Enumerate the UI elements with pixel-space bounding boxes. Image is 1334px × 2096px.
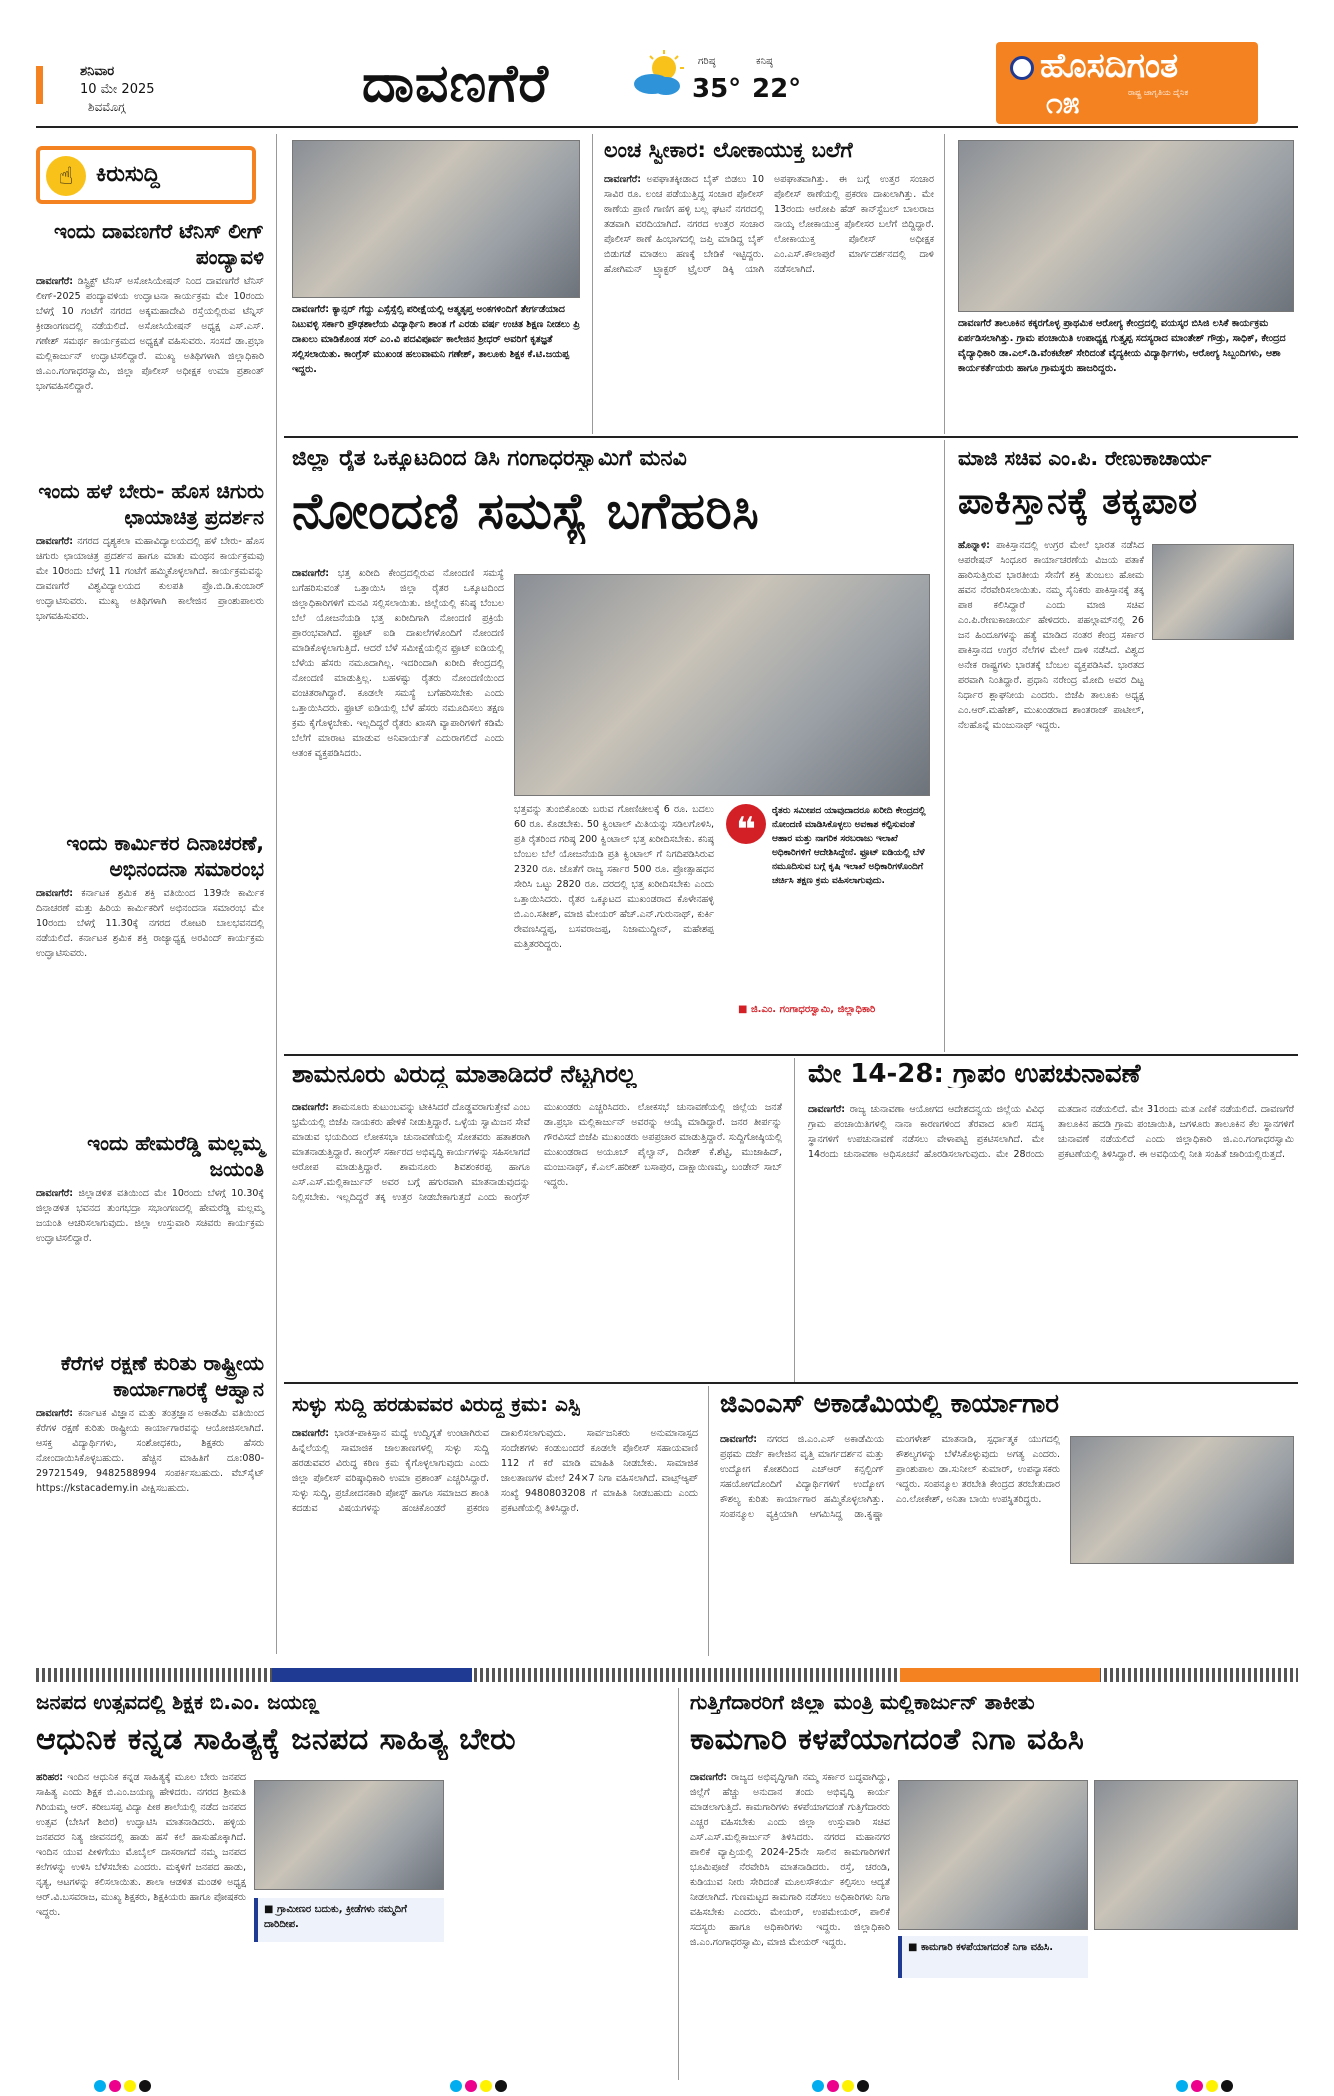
kiru-item-1-head: ಇಂದು ದಾವಣಗೆರೆ ಟೆನಿಸ್ ಲೀಗ್ ಪಂದ್ಯಾವಳಿ xyxy=(54,219,264,269)
page-number: ೧೫ xyxy=(1046,86,1080,121)
masthead-rule xyxy=(36,126,1298,128)
registration-marks-2 xyxy=(450,2080,507,2092)
max-temp-value: 35° xyxy=(692,74,742,104)
pakistan-photo xyxy=(1152,544,1294,640)
band-blue xyxy=(272,1668,472,1682)
academy-story-1 xyxy=(720,1432,1060,1654)
lokayukta-head: ಲಂಚ ಸ್ವೀಕಾರ: ಲೋಕಾಯುಕ್ತ ಬಲೆಗೆ xyxy=(604,138,853,162)
academy-head: ಜಿಎಂಎಸ್ ಅಕಾಡೆಮಿಯಲ್ಲಿ ಕಾರ್ಯಾಗಾರ xyxy=(720,1390,1060,1418)
kiru-item-2 xyxy=(36,478,264,624)
top-photo-3 xyxy=(958,140,1294,312)
orange-edge-bar xyxy=(36,66,43,104)
kirusuddi-column xyxy=(36,140,268,1660)
mid-divider-2 xyxy=(708,1386,709,1656)
grampanchayat-story xyxy=(808,1102,1294,1376)
shamanur-place: ದಾವಣಗೆರೆ: xyxy=(292,1102,330,1113)
pakistan-body: ಪಾಕಿಸ್ತಾನದಲ್ಲಿ ಉಗ್ರರ ಮೇಲೆ ಭಾರತ ನಡೆಸಿದ ಆಪರೇಷನ್ ಸಿಂಧೂರ ಕಾರ್ಯಾಚರಣೆಯ ವಿಜಯ ಪತಾಕೆ ಹಾರಿಸುತ್ತಿರುವ ಭಾರತೀಯ ಸೇನೆಗೆ ಶಕ್ತಿ ತುಂಬಲು ಹೋಮ ಹವನ ನೆರವೇರಿಸಲಾಯಿತು. ನಮ್ಮ ಸೈನಿಕರು ಪಾಕಿಸ್ತಾನಕ್ಕೆ ತಕ್ಕ ಪಾಠ ಕಲಿಸಿದ್ದಾರೆ ಎಂದು ಮಾಜಿ ಸಚಿವ ಎಂ.ಪಿ.ರೇಣುಕಾಚಾರ್ಯ ಹೇಳಿದರು. ಪಹಲ್ಗಾಮ್‌ನಲ್ಲಿ 26 ಜನ ಹಿಂದೂಗಳನ್ನು ಹತ್ಯೆ ಮಾಡಿದ ನಂತರ ಕೇಂದ್ರ ಸರ್ಕಾರ ಪಾಕಿಸ್ತಾನದ ಉಗ್ರರ ನೆಲೆಗಳ ಮೇಲೆ ದಾಳಿ ನಡೆಸಿದೆ. ವಿಶ್ವದ ಅನೇಕ ರಾಷ್ಟ್ರಗಳು ಭಾರತಕ್ಕೆ ಬೆಂಬಲ ವ್ಯಕ್ತಪಡಿಸಿವೆ. ಭಾರತದ ಪರವಾಗಿ ನಿಂತಿದ್ದಾರೆ. ಪ್ರಧಾನಿ ನರೇಂದ್ರ ಮೋದಿ ಅವರ ದಿಟ್ಟ ನಿರ್ಧಾರ ಶ್ಲಾಘನೀಯ ಎಂದರು. ಬಿಜೆಪಿ ತಾಲೂಕು ಅಧ್ಯಕ್ಷ ಎಂ.ಆರ್.ಮಹೇಶ್, ಮುಖಂಡರಾದ ಶಾಂತರಾಜ್ ಪಾಟೀಲ್, ನೆಲಹೊನ್ನೆ ಮಂಜುನಾಥ್ ಇದ್ದರು. xyxy=(958,540,1144,731)
kiru-item-5-head: ಕೆರೆಗಳ ರಕ್ಷಣೆ ಕುರಿತು ರಾಷ್ಟ್ರೀಯ ಕಾರ್ಯಾಗಾರಕ್ಕೆ ಆಹ್ವಾನ xyxy=(60,1351,264,1401)
lokayukta-story xyxy=(604,172,934,428)
min-temp-label: ಕನಿಷ್ಠ xyxy=(756,56,773,67)
lead-headline: ನೋಂದಣಿ ಸಮಸ್ಯೆ ಬಗೆಹರಿಸಿ xyxy=(292,482,760,540)
grampanchayat-body: ರಾಜ್ಯ ಚುನಾವಣಾ ಆಯೋಗದ ಆದೇಶದನ್ವಯ ಜಿಲ್ಲೆಯ ವಿವಿಧ ಗ್ರಾಮ ಪಂಚಾಯಿತಿಗಳಲ್ಲಿ ನಾನಾ ಕಾರಣಗಳಿಂದ ತೆರವಾದ ಖಾಲಿ ಸದಸ್ಯ ಸ್ಥಾನಗಳಿಗೆ ಉಪಚುನಾವಣೆ ನಡೆಸಲು ವೇಳಾಪಟ್ಟಿ ಪ್ರಕಟಿಸಲಾಗಿದೆ. ಮೇ 14ರಂದು ಚುನಾವಣಾ ಅಧಿಸೂಚನೆ ಹೊರಡಿಸಲಾಗುವುದು. ಮೇ 28ರಂದು ಮತದಾನ ನಡೆಯಲಿದೆ. ಮೇ 31ರಂದು ಮತ ಎಣಿಕೆ ನಡೆಯಲಿದೆ. ದಾವಣಗೆರೆ ತಾಲೂಕಿನ ಹದಡಿ ಗ್ರಾಮ ಪಂಚಾಯಿತಿ, ಜಗಳೂರು ತಾಲೂಕಿನ ಕೆಲ ಸ್ಥಾನಗಳಿಗೆ ಚುನಾವಣೆ ನಡೆಯಲಿದೆ ಎಂದು ಜಿಲ್ಲಾಧಿಕಾರಿ ಜಿ.ಎಂ.ಗಂಗಾಧರಸ್ವಾಮಿ ಪ್ರಕಟಣೆಯಲ್ಲಿ ತಿಳಿಸಿದ್ದಾರೆ. ಈ ಅವಧಿಯಲ್ಲಿ ನೀತಿ ಸಂಹಿತೆ ಜಾರಿಯಲ್ಲಿರುತ್ತದೆ. xyxy=(808,1104,1294,1160)
lead-quote-text: ರೈತರು ಸಮೀಪದ ಯಾವುದಾದರೂ ಖರೀದಿ ಕೇಂದ್ರದಲ್ಲಿ ನೋಂದಣಿ ಮಾಡಿಸಿಕೊಳ್ಳಲು ಅವಕಾಶ ಕಲ್ಪಿಸುವಂತೆ ಆಹಾರ ಮತ್ತು ನಾಗರಿಕ ಸರಬರಾಜು ಇಲಾಖೆ ಅಧಿಕಾರಿಗಳಿಗೆ ಆದೇಶಿಸಿದ್ದೇನೆ. ಫ್ರೂಟ್ ಐಡಿಯಲ್ಲಿ ಬೆಳೆ ನಮೂದಿಸುವ ಬಗ್ಗೆ ಕೃಷಿ ಇಲಾಖೆ ಅಧಿಕಾರಿಗಳೊಂದಿಗೆ ಚರ್ಚಿಸಿ ತಕ್ಷಣ ಕ್ರಮ ವಹಿಸಲಾಗುವುದು. xyxy=(772,806,926,886)
section-band xyxy=(36,1668,1298,1682)
grampanchayat-place: ದಾವಣಗೆರೆ: xyxy=(808,1104,846,1115)
min-temp-value: 22° xyxy=(752,74,802,104)
top-photo-1 xyxy=(292,140,580,298)
academy-place: ದಾವಣಗೆರೆ: xyxy=(720,1434,758,1445)
paper-name: ಹೊಸದಿಗಂತ xyxy=(1040,46,1179,86)
janapada-headline: ಆಧುನಿಕ ಕನ್ನಡ ಸಾಹಿತ್ಯಕ್ಕೆ ಜನಪದ ಸಾಹಿತ್ಯ ಬೇರು xyxy=(36,1722,517,1757)
kamagari-photo-2 xyxy=(1094,1780,1298,1930)
sullu-story xyxy=(292,1426,698,1650)
band-orange xyxy=(900,1668,1100,1682)
top-photo-3-caption: ದಾವಣಗೆರೆ ತಾಲೂಕಿನ ಕಕ್ಕರಗೊಳ್ಳ ಪ್ರಾಥಮಿಕ ಆರೋಗ್ಯ ಕೇಂದ್ರದಲ್ಲಿ ವಯಸ್ಕರ ಬಿಸಿಜಿ ಲಸಿಕೆ ಕಾರ್ಯಕ್ರಮ ಏರ್ಪಡಿಸಲಾಗಿತ್ತು. ಗ್ರಾಮ ಪಂಚಾಯಿತಿ ಉಪಾಧ್ಯಕ್ಷ ಗುತ್ತ್ಯಪ್ಪ ಸದಸ್ಯರಾದ ಮಾಂತೇಶ್ ಗೌಡ್ರು, ಸಾಧಿಕ್, ಕೇಂದ್ರದ ವೈದ್ಯಾಧಿಕಾರಿ ಡಾ.ಎಲ್.ಡಿ.ವೆಂಕಟೇಶ್ ಸೇರಿದಂತೆ ವೈದ್ಯಕೀಯ ವಿದ್ಯಾರ್ಥಿಗಳು, ಆರೋಗ್ಯ ಸಿಬ್ಬಂದಿಗಳು, ಆಶಾ ಕಾರ್ಯಕರ್ತೆಯರು ಹಾಗೂ ಗ್ರಾಮಸ್ಥರು ಹಾಜರಿದ್ದರು. xyxy=(958,318,1286,374)
lokayukta-body: ಅಪಘಾತಕ್ಕೀಡಾದ ಬೈಕ್ ಬಿಡಲು 10 ಸಾವಿರ ರೂ. ಲಂಚ ಪಡೆಯುತ್ತಿದ್ದ ಸಂಚಾರ ಪೊಲೀಸ್ ಠಾಣೆಯ ಪ್ರಾಣಿ ಗಾಣಿಗ ಹಳ್ಳಿ ಬಲ್ಲ ಘಟನೆ ನಗರದಲ್ಲಿ ತಡವಾಗಿ ವರದಿಯಾಗಿದೆ. ನಗರದ ಉತ್ತರ ಸಂಚಾರ ಪೊಲೀಸ್ ಠಾಣೆ ಹಿಂಭಾಗದಲ್ಲಿ ಜಪ್ತಿ ಮಾಡಿದ್ದ ಬೈಕ್ ಬಿಡುಗಡೆ ಮಾಡಲು ಹಣಕ್ಕೆ ಬೇಡಿಕೆ ಇಟ್ಟಿದ್ದರು. ಹೋಗಿಮನ್ ಟ್ರ್ಯಾಕ್ಟರ್ ಟ್ರೈಲರ್ ಡಿಕ್ಕಿ ಯಾಗಿ ಅಪಘಾತವಾಗಿತ್ತು. ಈ ಬಗ್ಗೆ ಉತ್ತರ ಸಂಚಾರ ಪೊಲೀಸ್ ಠಾಣೆಯಲ್ಲಿ ಪ್ರಕರಣ ದಾಖಲಾಗಿತ್ತು. ಮೇ 13ರಂದು ಆರೋಪಿ ಹೆಡ್ ಕಾನ್‌ಸ್ಟೆಬಲ್ ಬಾಲರಾಜ ನಾಯ್ಕ ಲೋಕಾಯುಕ್ತ ಪೊಲೀಸರ ಬಲೆಗೆ ಬಿದ್ದಿದ್ದಾರೆ. ಲೋಕಾಯುಕ್ತ ಪೊಲೀಸ್ ಅಧೀಕ್ಷಕ ಎಂ.ಎಸ್.ಕೌಲಾಪುರೆ ಮಾರ್ಗದರ್ಶನದಲ್ಲಿ ದಾಳಿ ನಡೆಸಲಾಗಿದೆ. xyxy=(604,174,934,275)
quote-mark-icon: ❝ xyxy=(726,804,766,844)
lokayukta-place: ದಾವಣಗೆರೆ: xyxy=(604,174,642,185)
kiru-item-3 xyxy=(36,830,264,961)
sullu-body: ಭಾರತ-ಪಾಕಿಸ್ತಾನ ಮಧ್ಯೆ ಉದ್ವಿಗ್ನತೆ ಉಂಟಾಗಿರುವ ಹಿನ್ನೆಲೆಯಲ್ಲಿ ಸಾಮಾಜಿಕ ಜಾಲತಾಣಗಳಲ್ಲಿ ಸುಳ್ಳು ಸುದ್ದಿ ಹರಡುವವರ ವಿರುದ್ಧ ಕಠಿಣ ಕ್ರಮ ಕೈಗೊಳ್ಳಲಾಗುವುದು ಎಂದು ಜಿಲ್ಲಾ ಪೊಲೀಸ್ ವರಿಷ್ಠಾಧಿಕಾರಿ ಉಮಾ ಪ್ರಶಾಂತ್ ಎಚ್ಚರಿಸಿದ್ದಾರೆ. ಸುಳ್ಳು ಸುದ್ದಿ, ಪ್ರಚೋದನಕಾರಿ ಪೋಸ್ಟ್ ಹಾಗೂ ಸಮಾಜದ ಶಾಂತಿ ಕದಡುವ ವಿಷಯಗಳನ್ನು ಹಂಚಿಕೊಂಡರೆ ಪ್ರಕರಣ ದಾಖಲಿಸಲಾಗುವುದು. ಸಾರ್ವಜನಿಕರು ಅನುಮಾನಾಸ್ಪದ ಸಂದೇಶಗಳು ಕಂಡುಬಂದರೆ ಕೂಡಲೇ ಪೊಲೀಸ್ ಸಹಾಯವಾಣಿ 112 ಗೆ ಕರೆ ಮಾಡಿ ಮಾಹಿತಿ ನೀಡಬೇಕು. ಸಾಮಾಜಿಕ ಜಾಲತಾಣಗಳ ಮೇಲೆ 24×7 ನಿಗಾ ವಹಿಸಲಾಗಿದೆ. ವಾಟ್ಸ್‌ಆ್ಯಪ್ ಸಂಖ್ಯೆ 9480803208 ಗೆ ಮಾಹಿತಿ ನೀಡಬಹುದು ಎಂದು ಪ್ರಕಟಣೆಯಲ್ಲಿ ತಿಳಿಸಿದ್ದಾರೆ. xyxy=(292,1428,698,1514)
shamanur-body: ಶಾಮನೂರು ಕುಟುಂಬವನ್ನು ಟೀಕಿಸಿದರೆ ದೊಡ್ಡವರಾಗುತ್ತೇವೆ ಎಂಬ ಭ್ರಮೆಯಲ್ಲಿ ಬಿಜೆಪಿ ನಾಯಕರು ಹೇಳಿಕೆ ನೀಡುತ್ತಿದ್ದಾರೆ. ಒಳ್ಳೆಯ ಸ್ವಾಮಿಜನ ಸೇವೆ ಮಾಡುವ ಭಯದಿಂದ ಲೋಕಸಭಾ ಚುನಾವಣೆಯಲ್ಲಿ ಸೋತವರು ಹತಾಶರಾಗಿ ಮಾತನಾಡುತ್ತಿದ್ದಾರೆ. ಕಾಂಗ್ರೆಸ್ ಸರ್ಕಾರದ ಅಭಿವೃದ್ಧಿ ಕಾರ್ಯಗಳನ್ನು ಸಹಿಸಲಾಗದೆ ಆರೋಪ ಮಾಡುತ್ತಿದ್ದಾರೆ. ಶಾಮನೂರು ಶಿವಶಂಕರಪ್ಪ ಹಾಗೂ ಎಸ್.ಎಸ್.ಮಲ್ಲಿಕಾರ್ಜುನ್ ಅವರ ಬಗ್ಗೆ ಹಗುರವಾಗಿ ಮಾತನಾಡುವುದನ್ನು ನಿಲ್ಲಿಸಬೇಕು. ಇಲ್ಲದಿದ್ದರೆ ತಕ್ಕ ಉತ್ತರ ನೀಡಬೇಕಾಗುತ್ತದೆ ಎಂದು ಕಾಂಗ್ರೆಸ್ ಮುಖಂಡರು ಎಚ್ಚರಿಸಿದರು. ಲೋಕಸಭೆ ಚುನಾವಣೆಯಲ್ಲಿ ಜಿಲ್ಲೆಯ ಜನತೆ ಡಾ.ಪ್ರಭಾ ಮಲ್ಲಿಕಾರ್ಜುನ್ ಅವರನ್ನು ಆಯ್ಕೆ ಮಾಡಿದ್ದಾರೆ. ಜನರ ತೀರ್ಪನ್ನು ಗೌರವಿಸದೆ ಬಿಜೆಪಿ ಮುಖಂಡರು ಅಪಪ್ರಚಾರ ಮಾಡುತ್ತಿದ್ದಾರೆ. ಸುದ್ದಿಗೋಷ್ಠಿಯಲ್ಲಿ ಮುಖಂಡರಾದ ಅಯೂಬ್ ಪೈಲ್ವಾನ್, ದಿನೇಶ್ ಕೆ.ಶೆಟ್ಟಿ, ಮುಜಾಹಿದ್, ಮಂಜುನಾಥ್, ಕೆ.ಎಲ್.ಹರೀಶ್ ಬಸಾಪುರ, ದಾಕ್ಷಾಯಿಣಮ್ಮ, ಬಂಡೇನ್ ಸಾಬ್ ಇದ್ದರು. xyxy=(292,1102,782,1203)
lead-kicker: ಜಿಲ್ಲಾ ರೈತ ಒಕ್ಕೂಟದಿಂದ ಡಿಸಿ ಗಂಗಾಧರಸ್ವಾಮಿಗೆ ಮನವಿ xyxy=(292,446,687,471)
kiru-item-1 xyxy=(36,218,264,394)
pakistan-place: ಹೊನ್ನಾಳಿ: xyxy=(958,540,990,551)
registration-marks-1 xyxy=(94,2080,151,2092)
kirusuddi-label: ಕಿರುಸುದ್ದಿ xyxy=(96,162,160,187)
kiru-item-5-body: ಕರ್ನಾಟಕ ವಿಜ್ಞಾನ ಮತ್ತು ತಂತ್ರಜ್ಞಾನ ಅಕಾಡೆಮಿ ವತಿಯಿಂದ ಕೆರೆಗಳ ರಕ್ಷಣೆ ಕುರಿತು ರಾಷ್ಟ್ರೀಯ ಕಾರ್ಯಾಗಾರವನ್ನು ಆಯೋಜಿಸಲಾಗಿದೆ. ಆಸಕ್ತ ವಿದ್ಯಾರ್ಥಿಗಳು, ಸಂಶೋಧಕರು, ಶಿಕ್ಷಕರು ಹೆಸರು ನೋಂದಾಯಿಸಿಕೊಳ್ಳಬಹುದು. ಹೆಚ್ಚಿನ ಮಾಹಿತಿಗೆ ದೂ:080-29721549, 9482588994 ಸಂಪರ್ಕಿಸಬಹುದು. ವೆಬ್‌ಸೈಟ್ https://kstacademy.in ವೀಕ್ಷಿಸಬಹುದು. xyxy=(36,1408,264,1494)
kiru-item-1-place: ದಾವಣಗೆರೆ: xyxy=(36,276,74,287)
kiru-item-3-place: ದಾವಣಗೆರೆ: xyxy=(36,888,74,899)
lead-divider xyxy=(944,440,945,1052)
lead-quote-by: ■ ಜಿ.ಎಂ. ಗಂಗಾಧರಸ್ವಾಮಿ, ಜಿಲ್ಲಾಧಿಕಾರಿ xyxy=(738,1004,876,1015)
kiru-item-2-body: ನಗರದ ದೃಶ್ಯಕಲಾ ಮಹಾವಿದ್ಯಾಲಯದಲ್ಲಿ ಹಳೆ ಬೇರು- ಹೊಸ ಚಿಗುರು ಛಾಯಾಚಿತ್ರ ಪ್ರದರ್ಶನ ಹಾಗೂ ಮಾತು ಮಂಥನ ಕಾರ್ಯಕ್ರಮವು ಮೇ 10ರಂದು ಬೆಳಗ್ಗೆ 11 ಗಂಟೆಗೆ ಹಮ್ಮಿಕೊಳ್ಳಲಾಗಿದೆ. ಕಾರ್ಯಕ್ರಮವನ್ನು ದಾವಣಗೆರೆ ವಿಶ್ವವಿದ್ಯಾಲಯದ ಕುಲಪತಿ ಪ್ರೊ.ಬಿ.ಡಿ.ಕುಂಬಾರ್ ಉದ್ಘಾಟಿಸುವರು. ಮುಖ್ಯ ಅತಿಥಿಗಳಾಗಿ ಕಾಲೇಜಿನ ಪ್ರಾಂಶುಪಾಲರು ಭಾಗವಹಿಸುವರು. xyxy=(36,536,264,622)
kiru-item-2-place: ದಾವಣಗೆರೆ: xyxy=(36,536,74,547)
kiru-item-3-head: ಇಂದು ಕಾರ್ಮಿಕರ ದಿನಾಚರಣೆ, ಅಭಿನಂದನಾ ಸಮಾರಂಭ xyxy=(66,831,264,881)
lead-row-rule xyxy=(284,1054,1298,1056)
kiru-item-2-head: ಇಂದು ಹಳೆ ಬೇರು- ಹೊಸ ಚಿಗುರು ಛಾಯಾಚಿತ್ರ ಪ್ರದರ್ಶನ xyxy=(38,479,264,529)
kamagari-photo-1 xyxy=(898,1780,1088,1930)
registration-marks-3 xyxy=(812,2080,869,2092)
academy-photo xyxy=(1070,1436,1294,1564)
paper-logo-box xyxy=(996,42,1258,124)
masthead-city: ದಾವಣಗೆರೆ xyxy=(362,54,550,114)
lead-body-2: ಭತ್ತವನ್ನು ತುಂಬಿಕೊಂಡು ಬರುವ ಗೋಣಿಚೀಲಕ್ಕೆ 6 ರೂ. ಬದಲು 60 ರೂ. ಕೊಡಬೇಕು. 50 ಕ್ವಿಂಟಾಲ್ ಮಿತಿಯನ್ನು ಸಡಿಲಗೊಳಿಸಿ, ಪ್ರತಿ ರೈತರಿಂದ ಗರಿಷ್ಠ 200 ಕ್ವಿಂಟಾಲ್ ಭತ್ತ ಖರೀದಿಸಬೇಕು. ಕನಿಷ್ಠ ಬೆಂಬಲ ಬೆಲೆ ಯೋಜನೆಯಡಿ ಪ್ರತಿ ಕ್ವಿಂಟಾಲ್ ಗೆ ನಿಗದಿಪಡಿಸಿರುವ 2320 ರೂ. ಜೊತೆಗೆ ರಾಜ್ಯ ಸರ್ಕಾರ 500 ರೂ. ಪ್ರೋತ್ಸಾಹಧನ ಸೇರಿಸಿ ಒಟ್ಟು 2820 ರೂ. ದರದಲ್ಲಿ ಭತ್ತ ಖರೀದಿಸಬೇಕು ಎಂದು ಒತ್ತಾಯಿಸಿದರು. ರೈತರ ಒಕ್ಕೂಟದ ಮುಖಂಡರಾದ ಕೊಳೇನಹಳ್ಳಿ ಬಿ.ಎಂ.ಸತೀಶ್, ಮಾಜಿ ಮೇಯರ್ ಹೆಚ್.ಎನ್.ಗುರುನಾಥ್, ಕುರ್ಕಿ ರೇವಣಸಿದ್ದಪ್ಪ, ಬಸವರಾಜಪ್ಪ, ನಿಜಾಮುದ್ದೀನ್, ಮಹೇಶಪ್ಪ ಮತ್ತಿತರರಿದ್ದರು. xyxy=(514,804,714,950)
lead-body-1: ಭತ್ತ ಖರೀದಿ ಕೇಂದ್ರದಲ್ಲಿರುವ ನೋಂದಣಿ ಸಮಸ್ಯೆ ಬಗೆಹರಿಸುವಂತೆ ಒತ್ತಾಯಿಸಿ ಜಿಲ್ಲಾ ರೈತರ ಒಕ್ಕೂಟದಿಂದ ಜಿಲ್ಲಾಧಿಕಾರಿಗಳಿಗೆ ಮನವಿ ಸಲ್ಲಿಸಲಾಯಿತು. ಜಿಲ್ಲೆಯಲ್ಲಿ ಕನಿಷ್ಠ ಬೆಂಬಲ ಬೆಲೆ ಯೋಜನೆಯಡಿ ಭತ್ತ ಖರೀದಿಗಾಗಿ ನೋಂದಣಿ ಪ್ರಕ್ರಿಯೆ ಪ್ರಾರಂಭವಾಗಿದೆ. ಫ್ರೂಟ್ ಐಡಿ ದಾಖಲೆಗಳೊಂದಿಗೆ ನೋಂದಣಿ ಮಾಡಿಕೊಳ್ಳಲಾಗುತ್ತಿದೆ. ಆದರೆ ಬೆಳೆ ಸಮೀಕ್ಷೆಯಲ್ಲಿನ ಫ್ರೂಟ್ ಐಡಿಯಲ್ಲಿ ಬೆಳೆಯ ಹೆಸರು ನಮೂದಾಗಿಲ್ಲ. ಇದರಿಂದಾಗಿ ಖರೀದಿ ಕೇಂದ್ರದಲ್ಲಿ ನೋಂದಣಿ ಮಾಡುತ್ತಿಲ್ಲ. ಬಹಳಷ್ಟು ರೈತರು ನೋಂದಣಿಯಿಂದ ವಂಚಿತರಾಗಿದ್ದಾರೆ. ಕೂಡಲೇ ಸಮಸ್ಯೆ ಬಗೆಹರಿಸಬೇಕು ಎಂದು ಒತ್ತಾಯಿಸಿದರು. ಫ್ರೂಟ್ ಐಡಿಯಲ್ಲಿ ಬೆಳೆ ಹೆಸರು ನಮೂದಿಸಲು ತಕ್ಷಣ ಕ್ರಮ ಕೈಗೊಳ್ಳಬೇಕು. ಇಲ್ಲದಿದ್ದರೆ ರೈತರು ಖಾಸಗಿ ವ್ಯಾಪಾರಿಗಳಿಗೆ ಕಡಿಮೆ ಬೆಲೆಗೆ ಮಾರಾಟ ಮಾಡುವ ಅನಿವಾರ್ಯತೆ ಎದುರಾಗಲಿದೆ ಎಂದು ಆತಂಕ ವ್ಯಕ್ತಪಡಿಸಿದರು. xyxy=(292,568,504,759)
lead-story-col1 xyxy=(292,566,504,1046)
lead-place: ದಾವಣಗೆರೆ: xyxy=(292,568,330,579)
kamagari-kicker: ಗುತ್ತಿಗೆದಾರರಿಗೆ ಜಿಲ್ಲಾ ಮಂತ್ರಿ ಮಲ್ಲಿಕಾರ್ಜುನ್ ತಾಕೀತು xyxy=(690,1690,1035,1714)
shamanur-story xyxy=(292,1100,782,1376)
janapada-photo-caption: ■ ಗ್ರಾಮೀಣರ ಬದುಕು, ಕ್ರೀಡೆಗಳು ನಮ್ಮದಿಗೆ ದಾರಿದೀಪ. xyxy=(254,1898,444,1942)
paper-tagline: ರಾಷ್ಟ್ರ ಜಾಗೃತಿಯ ದೈನಿಕ xyxy=(1128,88,1189,97)
kiru-item-5 xyxy=(36,1350,264,1496)
mid-row-rule xyxy=(284,1382,1298,1384)
kiru-item-4-body: ಜಿಲ್ಲಾಡಳಿತ ವತಿಯಿಂದ ಮೇ 10ರಂದು ಬೆಳಗ್ಗೆ 10.30ಕ್ಕೆ ಜಿಲ್ಲಾಡಳಿತ ಭವನದ ತುಂಗಭದ್ರಾ ಸಭಾಂಗಣದಲ್ಲಿ ಹೇಮರೆಡ್ಡಿ ಮಲ್ಲಮ್ಮ ಜಯಂತಿ ಆಚರಿಸಲಾಗುವುದು. ಜಿಲ್ಲಾ ಉಸ್ತುವಾರಿ ಸಚಿವರು ಕಾರ್ಯಕ್ರಮ ಉದ್ಘಾಟಿಸಲಿದ್ದಾರೆ. xyxy=(36,1188,264,1244)
sullu-head: ಸುಳ್ಳು ಸುದ್ದಿ ಹರಡುವವರ ವಿರುದ್ಧ ಕ್ರಮ: ಎಸ್ಪಿ xyxy=(292,1392,581,1416)
mid-divider-1 xyxy=(794,1058,795,1382)
lead-photo xyxy=(514,574,930,796)
janapada-body: ಇಂದಿನ ಆಧುನಿಕ ಕನ್ನಡ ಸಾಹಿತ್ಯಕ್ಕೆ ಮೂಲ ಬೇರು ಜನಪದ ಸಾಹಿತ್ಯ ಎಂದು ಶಿಕ್ಷಕ ಬಿ.ಎಂ.ಜಯಣ್ಣ ಹೇಳಿದರು. ನಗರದ ಶ್ರೀಮತಿ ಗಿರಿಯಮ್ಮ ಆರ್. ಕರೀಬಸಪ್ಪ ವಿದ್ಯಾ ಪೀಠ ಶಾಲೆಯಲ್ಲಿ ನಡೆದ ಜನಪದ ಉತ್ಸವ (ಬೇಸಿಗೆ ಶಿಬಿರ) ಉದ್ಘಾಟಿಸಿ ಮಾತನಾಡಿದರು. ಹಳ್ಳಿಯ ಜನಪದರ ನಿತ್ಯ ಜೀವನದಲ್ಲಿ ಹಾಡು ಹಸೆ ಕಲೆ ಹಾಸುಹೊಕ್ಕಾಗಿದೆ. ಇಂದಿನ ಯುವ ಪೀಳಿಗೆಯು ಮೊಬೈಲ್ ದಾಸರಾಗದೆ ನಮ್ಮ ಜನಪದ ಕಲೆಗಳನ್ನು ಉಳಿಸಿ ಬೆಳೆಸಬೇಕು ಎಂದರು. ಮಕ್ಕಳಿಗೆ ಜನಪದ ಹಾಡು, ನೃತ್ಯ, ಆಟಗಳನ್ನು ಕಲಿಸಲಾಯಿತು. ಶಾಲಾ ಆಡಳಿತ ಮಂಡಳಿ ಅಧ್ಯಕ್ಷ ಆರ್.ವಿ.ಬಸವರಾಜ, ಮುಖ್ಯ ಶಿಕ್ಷಕರು, ಶಿಕ್ಷಕಿಯರು ಹಾಗೂ ಪೋಷಕರು ಇದ್ದರು. xyxy=(36,1772,246,1918)
janapada-story-2 xyxy=(454,1770,668,2076)
kiru-item-3-body: ಕರ್ನಾಟಕ ಶ್ರಮಿಕ ಶಕ್ತಿ ವತಿಯಿಂದ 139ನೇ ಕಾರ್ಮಿಕ ದಿನಾಚರಣೆ ಮತ್ತು ಹಿರಿಯ ಕಾರ್ಮಿಕರಿಗೆ ಅಭಿನಂದನಾ ಸಮಾರಂಭ ಮೇ 10ರಂದು ಬೆಳಗ್ಗೆ 11.30ಕ್ಕೆ ನಗರದ ರೋಟರಿ ಬಾಲಭವನದಲ್ಲಿ ನಡೆಯಲಿದೆ. ಕರ್ನಾಟಕ ಶ್ರಮಿಕ ಶಕ್ತಿ ರಾಜ್ಯಾಧ್ಯಕ್ಷ ಅರವಿಂದ್ ಕಾರ್ಯಕ್ರಮ ಉದ್ಘಾಟಿಸುವರು. xyxy=(36,888,264,959)
janapada-story xyxy=(36,1770,246,2076)
kiru-item-5-place: ದಾವಣಗೆರೆ: xyxy=(36,1408,74,1419)
kirusuddi-banner xyxy=(36,146,256,204)
pakistan-story xyxy=(958,538,1144,1038)
grampanchayat-head: ಮೇ 14-28: ಗ್ರಾಪಂ ಉಪಚುನಾವಣೆ xyxy=(808,1060,1141,1088)
kamagari-story xyxy=(690,1770,890,2076)
kiru-item-4 xyxy=(36,1130,264,1246)
lead-quote-box xyxy=(726,804,934,1032)
kiru-item-4-place: ದಾವಣಗೆರೆ: xyxy=(36,1188,74,1199)
masthead-day: ಶನಿವಾರ xyxy=(80,64,115,79)
academy-body: ನಗರದ ಜಿ.ಎಂ.ಎಸ್ ಅಕಾಡೆಮಿಯ ಪ್ರಥಮ ದರ್ಜೆ ಕಾಲೇಜಿನ ವೃತ್ತಿ ಮಾರ್ಗದರ್ಶನ ಮತ್ತು ಉದ್ಯೋಗ ಕೋಶದಿಂದ ಎಚ್‌ಆರ್ ಕನ್ಸಲ್ಟಿಂಗ್ ಸಹಯೋಗದೊಂದಿಗೆ ವಿದ್ಯಾರ್ಥಿಗಳಿಗೆ ಉದ್ಯೋಗ ಕೌಶಲ್ಯ ಕುರಿತು ಕಾರ್ಯಾಗಾರ ಹಮ್ಮಿಕೊಳ್ಳಲಾಗಿತ್ತು. ಸಂಪನ್ಮೂಲ ವ್ಯಕ್ತಿಯಾಗಿ ಆಗಮಿಸಿದ್ದ ಡಾ.ಕೃಷ್ಣಾ ಮಂಗಳೇಶ್ ಮಾತನಾಡಿ, ಸ್ಪರ್ಧಾತ್ಮಕ ಯುಗದಲ್ಲಿ ಕೌಶಲ್ಯಗಳನ್ನು ಬೆಳೆಸಿಕೊಳ್ಳುವುದು ಅಗತ್ಯ ಎಂದರು. ಪ್ರಾಂಶುಪಾಲ ಡಾ.ಸುನೀಲ್ ಕುಮಾರ್, ಉಪನ್ಯಾಸಕರು ಇದ್ದರು. ಸಂಪನ್ಮೂಲ ತರಬೇತಿ ಕೇಂದ್ರದ ತರಬೇತುದಾರ ಎಂ.ಲೋಕೇಶ್, ಅನಿತಾ ಬಾಯಿ ಉಪಸ್ಥಿತರಿದ್ದರು. xyxy=(720,1434,1060,1520)
hand-point-icon: ☝ xyxy=(46,156,86,196)
kiru-item-1-body: ಡಿಸ್ಟ್ರಿಕ್ಟ್ ಟೆನಿಸ್ ಅಸೋಸಿಯೇಷನ್ ನಿಂದ ದಾವಣಗೆರೆ ಟೆನಿಸ್ ಲೀಗ್-2025 ಪಂದ್ಯಾವಳಿಯ ಉದ್ಘಾಟನಾ ಕಾರ್ಯಕ್ರಮ ಮೇ 10ರಂದು ಬೆಳಗ್ಗೆ 10 ಗಂಟೆಗೆ ನಗರದ ಅಕ್ಕಮಹಾದೇವಿ ರಸ್ತೆಯಲ್ಲಿರುವ ಟೆನ್ನಿಸ್ ಕ್ರೀಡಾಂಗಣದಲ್ಲಿ ನಡೆಯಲಿದೆ. ಅಸೋಸಿಯೇಷನ್ ಅಧ್ಯಕ್ಷ ಎಸ್.ಎಸ್. ಗಣೇಶ್ ಸಮರ್ಥ ಕಾರ್ಯಕ್ರಮದ ಅಧ್ಯಕ್ಷತೆ ವಹಿಸುವರು. ಸಂಸದೆ ಡಾ.ಪ್ರಭಾ ಮಲ್ಲಿಕಾರ್ಜುನ್ ಉದ್ಘಾಟಿಸಲಿದ್ದಾರೆ. ಮುಖ್ಯ ಅತಿಥಿಗಳಾಗಿ ಜಿಲ್ಲಾಧಿಕಾರಿ ಜಿ.ಎಂ.ಗಂಗಾಧರಸ್ವಾಮಿ, ಜಿಲ್ಲಾ ಪೊಲೀಸ್ ಅಧೀಕ್ಷಕ ಉಮಾ ಪ್ರಶಾಂತ್ ಭಾಗವಹಿಸಲಿದ್ದಾರೆ. xyxy=(36,276,264,392)
kamagari-place: ದಾವಣಗೆರೆ: xyxy=(690,1772,728,1783)
pakistan-kicker: ಮಾಜಿ ಸಚಿವ ಎಂ.ಪಿ. ರೇಣುಕಾಚಾರ್ಯ xyxy=(958,446,1212,470)
registration-marks-4 xyxy=(1176,2080,1233,2092)
max-temp-label: ಗರಿಷ್ಠ xyxy=(698,56,716,67)
top-row-rule xyxy=(284,436,1298,438)
top-divider-2 xyxy=(944,134,945,434)
kiru-item-4-head: ಇಂದು ಹೇಮರೆಡ್ಡಿ ಮಲ್ಲಮ್ಮ ಜಯಂತಿ xyxy=(87,1131,264,1181)
paper-logo-emblem-icon xyxy=(1010,56,1034,80)
janapada-photo xyxy=(254,1780,444,1890)
top-divider-1 xyxy=(592,134,593,434)
kamagari-body: ರಾಜ್ಯದ ಅಭಿವೃದ್ಧಿಗಾಗಿ ನಮ್ಮ ಸರ್ಕಾರ ಬದ್ಧವಾಗಿದ್ದು, ಜಿಲ್ಲೆಗೆ ಹೆಚ್ಚು ಅನುದಾನ ತಂದು ಅಭಿವೃದ್ಧಿ ಕಾರ್ಯ ಮಾಡಲಾಗುತ್ತಿದೆ. ಕಾಮಗಾರಿಗಳು ಕಳಪೆಯಾಗದಂತೆ ಗುತ್ತಿಗೆದಾರರು ಎಚ್ಚರ ವಹಿಸಬೇಕು ಎಂದು ಜಿಲ್ಲಾ ಉಸ್ತುವಾರಿ ಸಚಿವ ಎಸ್.ಎಸ್.ಮಲ್ಲಿಕಾರ್ಜುನ್ ತಿಳಿಸಿದರು. ನಗರದ ಮಹಾನಗರ ಪಾಲಿಕೆ ವ್ಯಾಪ್ತಿಯಲ್ಲಿ 2024-25ನೇ ಸಾಲಿನ ಕಾಮಗಾರಿಗಳಿಗೆ ಭೂಮಿಪೂಜೆ ನೆರವೇರಿಸಿ ಮಾತನಾಡಿದರು. ರಸ್ತೆ, ಚರಂಡಿ, ಕುಡಿಯುವ ನೀರು ಸೇರಿದಂತೆ ಮೂಲಸೌಕರ್ಯ ಕಲ್ಪಿಸಲು ಆದ್ಯತೆ ನೀಡಲಾಗಿದೆ. ಗುಣಮಟ್ಟದ ಕಾಮಗಾರಿ ನಡೆಸಲು ಅಧಿಕಾರಿಗಳು ನಿಗಾ ವಹಿಸಬೇಕು ಎಂದರು. ಮೇಯರ್, ಉಪಮೇಯರ್, ಪಾಲಿಕೆ ಸದಸ್ಯರು ಹಾಗೂ ಅಧಿಕಾರಿಗಳು ಇದ್ದರು. ಜಿಲ್ಲಾಧಿಕಾರಿ ಜಿ.ಎಂ.ಗಂಗಾಧರಸ್ವಾಮಿ, ಮಾಜಿ ಮೇಯರ್ ಇದ್ದರು. xyxy=(690,1772,890,1948)
sullu-place: ದಾವಣಗೆರೆ: xyxy=(292,1428,330,1439)
janapada-kicker: ಜನಪದ ಉತ್ಸವದಲ್ಲಿ ಶಿಕ್ಷಕ ಬಿ.ಎಂ. ಜಯಣ್ಣ xyxy=(36,1690,320,1714)
masthead-date: 10 ಮೇ 2025 xyxy=(80,82,155,97)
kamagari-headline: ಕಾಮಗಾರಿ ಕಳಪೆಯಾಗದಂತೆ ನಿಗಾ ವಹಿಸಿ xyxy=(690,1722,1085,1757)
left-column-divider xyxy=(276,134,277,1654)
kamagari-photo-caption: ■ ಕಾಮಗಾರಿ ಕಳಪೆಯಾಗದಂತೆ ನಿಗಾ ವಹಿಸಿ. xyxy=(898,1936,1088,1978)
weather-cloud-sun-icon xyxy=(626,50,688,100)
masthead xyxy=(0,0,1334,128)
bottom-divider xyxy=(678,1688,679,2080)
masthead-edition: ಶಿವಮೊಗ್ಗ xyxy=(88,100,126,114)
top-photo-1-caption: ದಾವಣಗೆರೆ: ಕ್ಯಾನ್ಸರ್ ಗೆದ್ದು ಎಸ್ಸೆಸ್ಸೆಲ್ಸಿ ಪರೀಕ್ಷೆಯಲ್ಲಿ ಆತ್ಮತೃಪ್ತ ಅಂಕಗಳಿಂದಿಗೆ ತೇರ್ಗಡೆಯಾದ ನಿಟುವಳ್ಳಿ ಸರ್ಕಾರಿ ಪ್ರೌಢಶಾಲೆಯ ವಿದ್ಯಾರ್ಥಿನಿ ಶಾಂತ ಗೆ ಎರಡು ವರ್ಷ ಉಚಿತ ಶಿಕ್ಷಣ ನೀಡಲು ಪ್ರಿ ದಾಖಲು ಮಾಡಿಕೊಂಡ ಸರ್ ಎಂ.ವಿ ಪದವಿಪೂರ್ವ ಕಾಲೇಜಿನ ಶ್ರೀಧರ್ ಅವರಿಗೆ ಕೃತಜ್ಞತೆ ಸಲ್ಲಿಸಲಾಯಿತು. ಕಾಂಗ್ರೆಸ್ ಮುಖಂಡ ಹಲುವಾಮನಿ ಗಣೇಶ್, ತಾಲೂಕು ಶಿಕ್ಷಕ ಕೆ.ಟಿ.ಜಯಪ್ಪ ಇದ್ದರು. xyxy=(292,304,580,375)
shamanur-head: ಶಾಮನೂರು ವಿರುದ್ಧ ಮಾತಾಡಿದರೆ ನೆಟ್ಟಗಿರಲ್ಲ xyxy=(292,1060,637,1088)
pakistan-headline: ಪಾಕಿಸ್ತಾನಕ್ಕೆ ತಕ್ಕಪಾಠ xyxy=(958,481,1198,522)
janapada-place: ಹರಿಹರ: xyxy=(36,1772,64,1783)
